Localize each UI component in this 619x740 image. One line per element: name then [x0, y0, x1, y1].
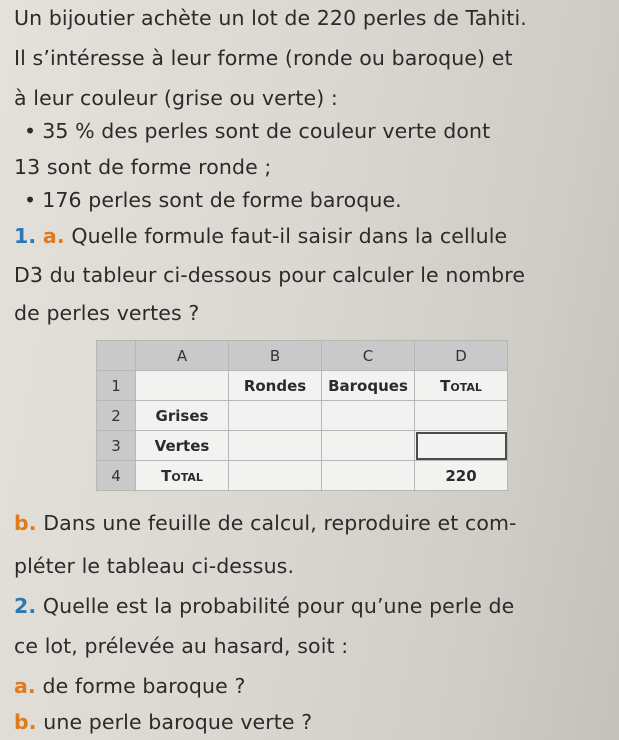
question-1b-line-2: pléter le tableau ci-dessus. — [14, 554, 295, 578]
cell-d1: Total — [415, 371, 508, 401]
intro-line-1: Un bijoutier achète un lot de 220 perles de Tahiti. — [14, 6, 527, 30]
question-2-line-2: ce lot, prélevée au hasard, soit : — [14, 634, 349, 658]
intro-line-2: Il s’intéresse à leur forme (ronde ou baroque) et — [14, 46, 513, 70]
question-1a-line-2: D3 du tableur ci-dessous pour calculer le nombre — [14, 263, 526, 287]
question-1a-letter: a. — [42, 224, 65, 248]
table-row — [97, 371, 508, 401]
column-header-b: B — [229, 341, 322, 371]
table-row — [97, 401, 508, 431]
question-2a-text: de forme baroque ? — [42, 674, 246, 698]
cell-a4: Total — [136, 461, 229, 491]
bullet-2-text: 176 perles sont de forme baroque. — [42, 188, 402, 212]
bullet-glyph: • — [24, 188, 37, 212]
question-1b-text: Dans une feuille de calcul, reproduire et com- — [43, 511, 517, 535]
table-row — [97, 431, 508, 461]
column-header-a: A — [136, 341, 229, 371]
question-1a-line-1 — [14, 224, 507, 248]
bullet-1 — [24, 119, 490, 143]
question-2a-letter: a. — [14, 674, 36, 698]
cell-b2 — [229, 401, 322, 431]
question-2a — [14, 674, 245, 698]
corner-cell — [97, 341, 136, 371]
bullet-1-text: 35 % des perles sont de couleur verte dont — [42, 119, 491, 143]
cell-a3: Vertes — [136, 431, 229, 461]
column-header-d: D — [415, 341, 508, 371]
question-2b — [14, 710, 312, 734]
row-header-3: 3 — [97, 431, 136, 461]
cell-c1: Baroques — [322, 371, 415, 401]
cell-c3 — [322, 431, 415, 461]
question-2b-letter: b. — [14, 710, 37, 734]
cell-b1: Rondes — [229, 371, 322, 401]
bullet-1-line-2: 13 sont de forme ronde ; — [14, 155, 272, 179]
question-1b-letter: b. — [14, 511, 37, 535]
row-header-2: 2 — [97, 401, 136, 431]
cell-d3-selected[interactable] — [415, 431, 508, 461]
question-1-number: 1. — [14, 224, 37, 248]
header-row — [97, 341, 508, 371]
cell-b3 — [229, 431, 322, 461]
row-header-4: 4 — [97, 461, 136, 491]
cell-a2: Grises — [136, 401, 229, 431]
question-2-text: Quelle est la probabilité pour qu’une perle de — [42, 594, 515, 618]
question-2-line-1 — [14, 594, 514, 618]
cell-d2 — [415, 401, 508, 431]
cell-d4: 220 — [415, 461, 508, 491]
cell-a1 — [136, 371, 229, 401]
spreadsheet-table — [96, 340, 508, 491]
row-header-1: 1 — [97, 371, 136, 401]
bullet-2 — [24, 188, 402, 212]
bullet-glyph: • — [24, 119, 37, 143]
question-2-number: 2. — [14, 594, 37, 618]
table-row — [97, 461, 508, 491]
cell-b4 — [229, 461, 322, 491]
question-2b-text: une perle baroque verte ? — [43, 710, 313, 734]
intro-line-3: à leur couleur (grise ou verte) : — [14, 86, 338, 110]
question-1b-line-1 — [14, 511, 517, 535]
cell-c2 — [322, 401, 415, 431]
column-header-c: C — [322, 341, 415, 371]
question-1a-text: Quelle formule faut-il saisir dans la cellule — [71, 224, 508, 248]
cell-c4 — [322, 461, 415, 491]
question-1a-line-3: de perles vertes ? — [14, 301, 200, 325]
